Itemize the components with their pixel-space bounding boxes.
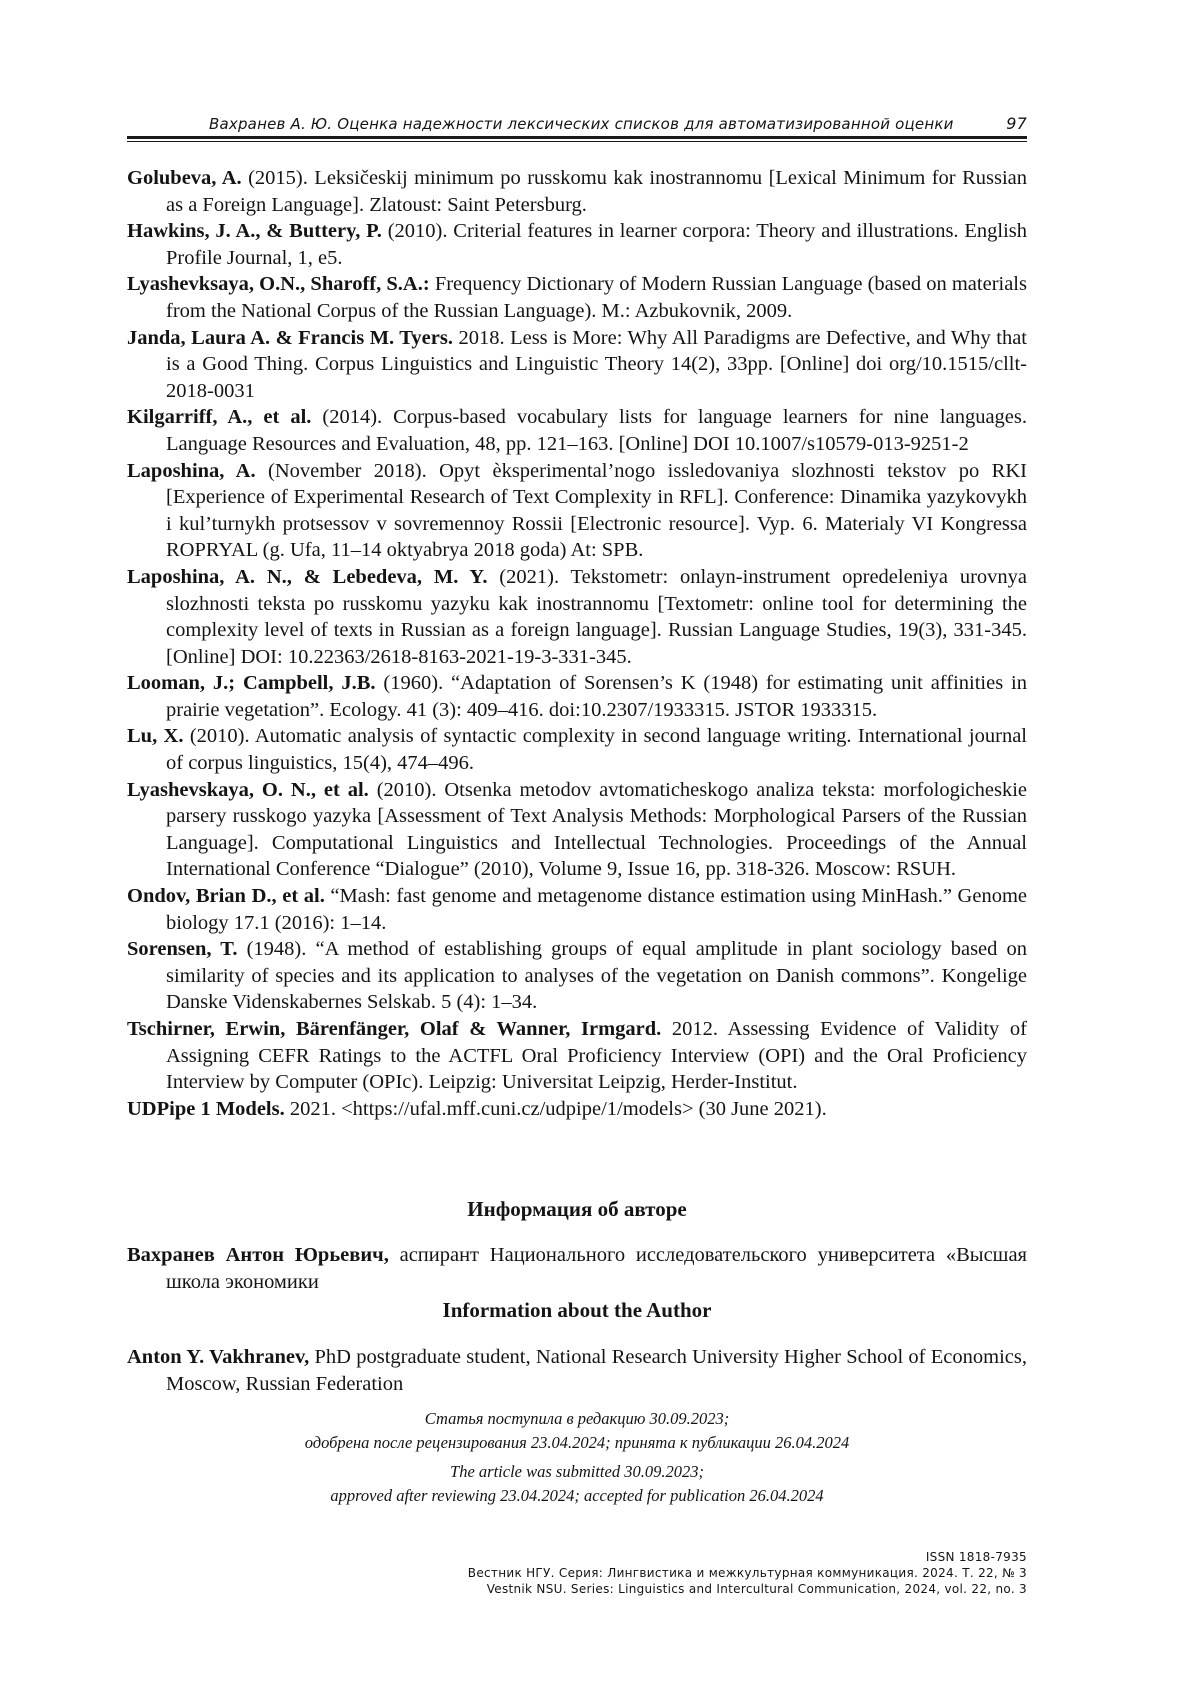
page-number: 97 — [1006, 114, 1027, 133]
reference-authors: Lu, X. — [127, 725, 183, 747]
reference-authors: Looman, J.; Campbell, J.B. — [127, 672, 376, 694]
author-info-ru — [127, 1242, 1027, 1295]
reference-item — [127, 404, 1027, 457]
dates-en — [127, 1460, 1027, 1508]
reference-item — [127, 325, 1027, 405]
reference-text: (2021). Tekstometr: onlayn-instrument opredeleniya urovnya slozhnosti teksta po russkomu yazyku kak inostrannomu [Textometr: online tool for determining the complexity level of texts in Russian as a foreign language]. Russian Language Studies, 19(3), 331-345. [Online] DOI: 10.22363/2618-8163-2021-19-3-331-345. — [166, 566, 1027, 668]
reference-item — [127, 883, 1027, 936]
reference-authors: Golubeva, A. — [127, 167, 242, 189]
reference-authors: Sorensen, T. — [127, 938, 238, 960]
author-affiliation-ru: аспирант Национального исследовательского университета «Высшая школа экономики — [166, 1244, 1027, 1293]
author-name-ru: Вахранев Антон Юрьевич, — [127, 1244, 389, 1266]
author-name-en: Anton Y. Vakhranev, — [127, 1346, 309, 1368]
reference-authors: Lyashevskaya, O. N., et al. — [127, 779, 369, 801]
reference-authors: Janda, Laura A. & Francis M. Tyers. — [127, 327, 453, 349]
header-rule-thick — [127, 136, 1027, 139]
reference-authors: Kilgarriff, A., et al. — [127, 406, 311, 428]
reference-authors: Laposhina, A. N., & Lebedeva, M. Y. — [127, 566, 487, 588]
reference-text: Frequency Dictionary of Modern Russian Language (based on materials from the National Corpus of the Russian Language). M.: Azbukovnik, 2009. — [166, 273, 1027, 322]
reference-text: 2012. Assessing Evidence of Validity of Assigning CEFR Ratings to the ACTFL Oral Proficiency Interview (OPI) and the Oral Proficiency Interview by Computer (OPIc). Leipzig: Universitat Leipzig, Herder-Institut. — [166, 1018, 1027, 1093]
reference-item — [127, 165, 1027, 218]
dates-en-approved: approved after reviewing 23.04.2024; accepted for publication 26.04.2024 — [127, 1484, 1027, 1508]
reference-item — [127, 564, 1027, 670]
journal-page — [0, 0, 1200, 1697]
reference-item — [127, 936, 1027, 1016]
dates-ru-approved: одобрена после рецензирования 23.04.2024; принята к публикации 26.04.2024 — [127, 1431, 1027, 1455]
author-info-en — [127, 1344, 1027, 1397]
dates-en-submitted: The article was submitted 30.09.2023; — [127, 1460, 1027, 1484]
dates-ru — [127, 1407, 1027, 1455]
footer-journal-en: Vestnik NSU. Series: Linguistics and Intercultural Communication, 2024, vol. 22, no. 3 — [468, 1581, 1027, 1597]
reference-text: (2010). Automatic analysis of syntactic complexity in second language writing. International journal of corpus linguistics, 15(4), 474–496. — [166, 725, 1027, 774]
reference-authors: Hawkins, J. A., & Buttery, P. — [127, 220, 382, 242]
reference-authors: UDPipe 1 Models. — [127, 1098, 285, 1120]
reference-text: (2014). Corpus-based vocabulary lists for language learners for nine languages. Language Resources and Evaluation, 48, pp. 121–163. [Online] DOI 10.1007/s10579-013-9251-2 — [166, 406, 1027, 455]
reference-item — [127, 458, 1027, 564]
footer-issn: ISSN 1818-7935 — [468, 1549, 1027, 1565]
reference-item — [127, 1016, 1027, 1096]
reference-text: (2015). Leksičeskij minimum po russkomu kak inostrannomu [Lexical Minimum for Russian as a Foreign Language]. Zlatoust: Saint Petersburg. — [166, 167, 1027, 216]
reference-item — [127, 271, 1027, 324]
reference-text: (1960). “Adaptation of Sorensen’s K (1948) for estimating unit affinities in prairie vegetation”. Ecology. 41 (3): 409–416. doi:10.2307/1933315. JSTOR 1933315. — [166, 672, 1027, 721]
running-title: Вахранев А. Ю. Оценка надежности лексических списков для автоматизированной оценки — [209, 115, 954, 133]
reference-item — [127, 723, 1027, 776]
header-rule-thin — [127, 141, 1027, 142]
reference-text: 2021. <https://ufal.mff.cuni.cz/udpipe/1/models> (30 June 2021). — [285, 1098, 827, 1120]
reference-authors: Ondov, Brian D., et al. — [127, 885, 325, 907]
footer-journal-ru: Вестник НГУ. Серия: Лингвистика и межкультурная коммуникация. 2024. Т. 22, № 3 — [468, 1565, 1027, 1581]
author-affiliation-en: PhD postgraduate student, National Research University Higher School of Economics, Moscow, Russian Federation — [166, 1346, 1027, 1395]
author-info-ru-title: Информация об авторе — [127, 1197, 1027, 1222]
reference-authors: Laposhina, A. — [127, 460, 256, 482]
reference-list — [127, 165, 1027, 1122]
page-footer — [468, 1549, 1027, 1597]
reference-text: “Mash: fast genome and metagenome distance estimation using MinHash.” Genome biology 17.1 (2016): 1–14. — [166, 885, 1027, 934]
reference-text: 2018. Less is More: Why All Paradigms are Defective, and Why that is a Good Thing. Corpus Linguistics and Linguistic Theory 14(2), 33pp. [Online] doi org/10.1515/cllt-2018-0031 — [166, 327, 1027, 402]
reference-authors: Tschirner, Erwin, Bärenfänger, Olaf & Wanner, Irmgard. — [127, 1018, 661, 1040]
reference-text: (2010). Criterial features in learner corpora: Theory and illustrations. English Profile Journal, 1, e5. — [166, 220, 1027, 269]
author-info-en-title: Information about the Author — [127, 1298, 1027, 1323]
reference-item — [127, 670, 1027, 723]
reference-item — [127, 1096, 1027, 1123]
reference-text: (1948). “A method of establishing groups of equal amplitude in plant sociology based on similarity of species and its application to analyses of the vegetation on Danish commons”. Kongelige Danske Videnskabernes Selskab. 5 (4): 1–34. — [166, 938, 1027, 1013]
reference-item — [127, 777, 1027, 883]
reference-authors: Lyashevksaya, O.N., Sharoff, S.A.: — [127, 273, 430, 295]
reference-text: (2010). Otsenka metodov avtomaticheskogo analiza teksta: morfologicheskie parsery russkogo yazyka [Assessment of Text Analysis Methods: Morphological Parsers of the Russian Language]. Computational Linguistics and Intellectual Technologies. Proceedings of the Annual International Conference “Dialogue” (2010), Volume 9, Issue 16, pp. 318-326. Moscow: RSUH. — [166, 779, 1027, 881]
reference-item — [127, 218, 1027, 271]
reference-text: (November 2018). Opyt èksperimental’nogo issledovaniya slozhnosti tekstov po RKI [Experience of Experimental Research of Text Complexity in RFL]. Conference: Dinamika yazykovykh i kul’turnykh protsessov v sovremennoy Rossii [Electronic resource]. Vyp. 6. Materialy VI Kongressa ROPRYAL (g. Ufa, 11–14 oktyabrya 2018 goda) At: SPB. — [166, 460, 1027, 562]
dates-ru-submitted: Статья поступила в редакцию 30.09.2023; — [127, 1407, 1027, 1431]
